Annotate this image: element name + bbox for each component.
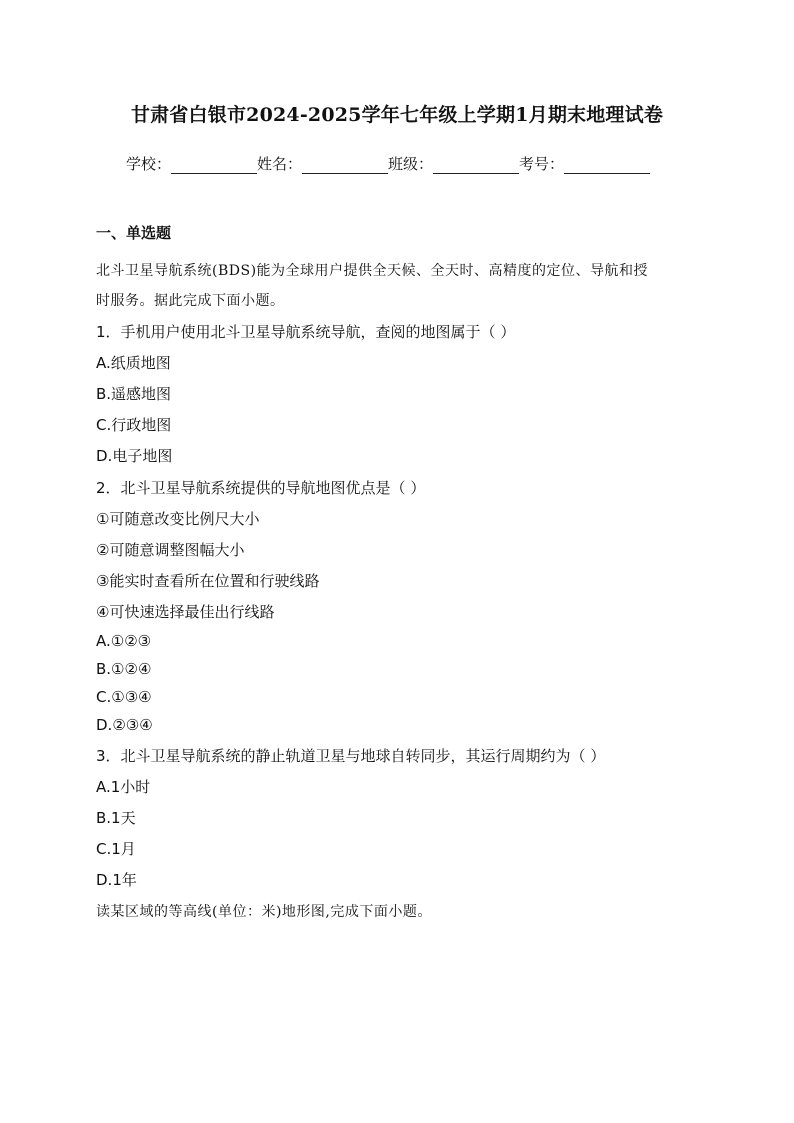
passage-1-line-2: 时服务。据此完成下面小题。: [96, 293, 285, 309]
question-1-stem: 1．手机用户使用北斗卫星导航系统导航，查阅的地图属于（ ）: [96, 323, 516, 341]
question-3-option-b: B.1天: [96, 809, 136, 827]
exam-number-label: 考号：: [519, 155, 565, 173]
question-2-statement-1: ①可随意改变比例尺大小: [96, 510, 260, 528]
passage-1-line-1: 北斗卫星导航系统(BDS)能为全球用户提供全天候、全天时、高精度的定位、导航和授: [96, 263, 649, 279]
question-2-option-a: A.①②③: [96, 632, 152, 650]
page-title: 甘肃省白银市2024-2025学年七年级上学期1月期末地理试卷: [130, 104, 664, 126]
question-3-stem: 3．北斗卫星导航系统的静止轨道卫星与地球自转同步，其运行周期约为（ ）: [96, 747, 606, 765]
question-1-option-c: C.行政地图: [96, 416, 172, 434]
student-info-row: [126, 153, 686, 174]
name-blank: [302, 157, 388, 174]
school-label: 学校：: [126, 155, 172, 173]
question-3-option-c: C.1月: [96, 840, 136, 858]
question-1-option-d: D.电子地图: [96, 447, 173, 465]
question-1-option-a: A.纸质地图: [96, 354, 171, 372]
question-2-option-c: C.①③④: [96, 688, 152, 706]
question-1-option-b: B.遥感地图: [96, 385, 172, 403]
question-2-statement-2: ②可随意调整图幅大小: [96, 541, 245, 559]
exam-number-blank: [564, 157, 650, 174]
question-2-option-d: D.②③④: [96, 716, 153, 734]
question-2-option-b: B.①②④: [96, 660, 152, 678]
class-blank: [433, 157, 519, 174]
question-2-stem: 2．北斗卫星导航系统提供的导航地图优点是（ ）: [96, 479, 426, 497]
school-blank: [171, 157, 257, 174]
class-label: 班级：: [388, 155, 434, 173]
passage-2: 读某区域的等高线(单位：米)地形图,完成下面小题。: [96, 904, 432, 920]
question-2-statement-4: ④可快速选择最佳出行线路: [96, 603, 275, 621]
question-2-statement-3: ③能实时查看所在位置和行驶线路: [96, 572, 320, 590]
question-3-option-d: D.1年: [96, 871, 137, 889]
section-heading: 一、单选题: [96, 224, 172, 242]
question-3-option-a: A.1小时: [96, 778, 151, 796]
name-label: 姓名：: [257, 155, 303, 173]
